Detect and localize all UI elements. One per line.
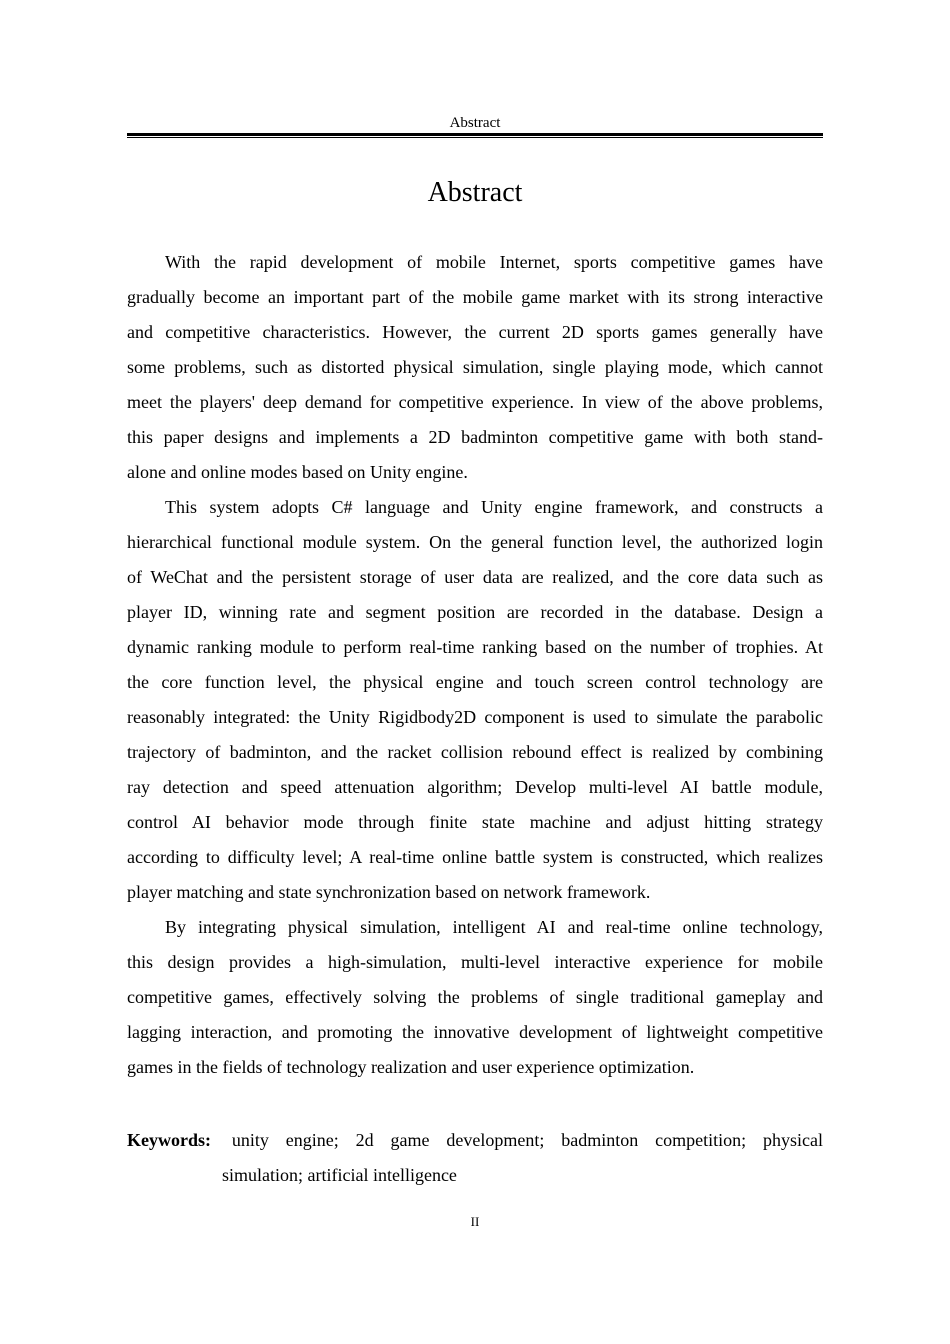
text-line: ray detection and speed attenuation algorithm; Develop multi-level AI battle module, <box>127 777 823 797</box>
paragraph <box>127 910 823 1085</box>
text-line: This system adopts C# language and Unity engine framework, and constructs a <box>165 497 823 517</box>
text-line: hierarchical functional module system. On the general function level, the authorized login <box>127 532 823 552</box>
text-line: lagging interaction, and promoting the innovative development of lightweight competitive <box>127 1022 823 1042</box>
page-title: Abstract <box>427 177 523 208</box>
text-line: games in the fields of technology realization and user experience optimization. <box>127 1057 695 1077</box>
text-line: alone and online modes based on Unity engine. <box>127 462 468 482</box>
text-line: trajectory of badminton, and the racket collision rebound effect is realized by combining <box>127 742 823 762</box>
text-line: some problems, such as distorted physical simulation, single playing mode, which cannot <box>127 357 823 377</box>
text-line: of WeChat and the persistent storage of user data are realized, and the core data such as <box>127 567 823 587</box>
keywords <box>127 1123 823 1193</box>
keywords-text-continued: simulation; artificial intelligence <box>222 1165 457 1185</box>
text-line: this paper designs and implements a 2D badminton competitive game with both stand- <box>127 427 823 447</box>
text-line: player matching and state synchronization based on network framework. <box>127 882 651 902</box>
keywords-text: unity engine; 2d game development; badminton competition; physical <box>231 1130 823 1150</box>
keywords-label: Keywords: <box>127 1130 211 1150</box>
text-line: With the rapid development of mobile Internet, sports competitive games have <box>165 252 823 272</box>
abstract-body <box>127 245 823 1085</box>
text-line: By integrating physical simulation, intelligent AI and real-time online technology, <box>165 917 823 937</box>
text-line: gradually become an important part of the mobile game market with its strong interactive <box>127 287 823 307</box>
text-line: dynamic ranking module to perform real-time ranking based on the number of trophies. At <box>127 637 823 657</box>
text-line: the core function level, the physical engine and touch screen control technology are <box>127 672 823 692</box>
text-line: reasonably integrated: the Unity Rigidbody2D component is used to simulate the parabolic <box>127 707 823 727</box>
text-line: this design provides a high-simulation, multi-level interactive experience for mobile <box>127 952 823 972</box>
page-number: II <box>470 1214 480 1229</box>
header-rule-thin <box>127 137 823 138</box>
paragraph <box>127 245 823 490</box>
text-line: control AI behavior mode through finite state machine and adjust hitting strategy <box>127 812 823 832</box>
running-header: Abstract <box>449 115 501 131</box>
text-line: meet the players' deep demand for competitive experience. In view of the above problems, <box>127 392 823 412</box>
text-line: according to difficulty level; A real-time online battle system is constructed, which realizes <box>127 847 823 867</box>
text-line: and competitive characteristics. However, the current 2D sports games generally have <box>127 322 823 342</box>
header-rule-thick <box>127 133 823 136</box>
paragraph <box>127 490 823 910</box>
text-line: player ID, winning rate and segment position are recorded in the database. Design a <box>127 602 823 622</box>
text-line: competitive games, effectively solving the problems of single traditional gameplay and <box>127 987 823 1007</box>
